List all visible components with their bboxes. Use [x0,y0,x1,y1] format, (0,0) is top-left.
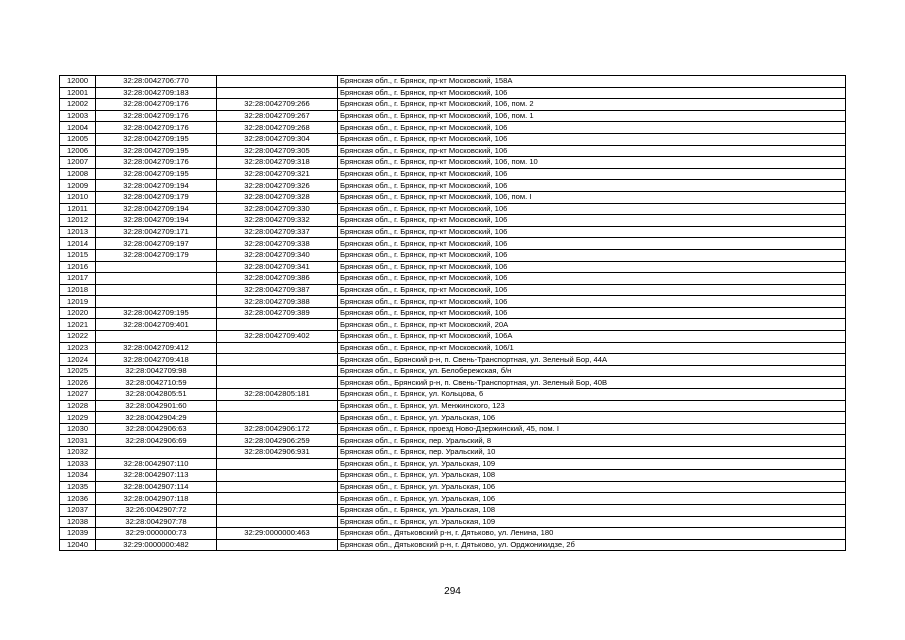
row-number-cell: 12014 [60,238,96,250]
object-cadastral-cell [217,504,338,516]
object-cadastral-cell: 32:28:0042709:318 [217,157,338,169]
object-cadastral-cell: 32:28:0042709:340 [217,249,338,261]
row-number-cell: 12027 [60,389,96,401]
row-number-cell: 12021 [60,319,96,331]
address-cell: Брянская обл., Брянский р-н, п. Свень-Транспортная, ул. Зеленый Бор, 40В [338,377,846,389]
row-number-cell: 12023 [60,342,96,354]
parcel-cadastral-cell: 32:28:0042907:110 [96,458,217,470]
row-number-cell: 12008 [60,168,96,180]
address-cell: Брянская обл., г. Брянск, пер. Уральский, 8 [338,435,846,447]
row-number-cell: 12020 [60,307,96,319]
table-row [60,249,846,261]
table-row [60,539,846,551]
parcel-cadastral-cell: 32:29:0000000:73 [96,528,217,540]
row-number-cell: 12028 [60,400,96,412]
parcel-cadastral-cell: 32:26:0042907:72 [96,504,217,516]
row-number-cell: 12015 [60,249,96,261]
object-cadastral-cell [217,365,338,377]
row-number-cell: 12037 [60,504,96,516]
parcel-cadastral-cell: 32:28:0042709:401 [96,319,217,331]
address-cell: Брянская обл., г. Брянск, ул. Уральская, 106 [338,412,846,424]
address-cell: Брянская обл., г. Брянск, пр-кт Московский, 106 [338,296,846,308]
parcel-cadastral-cell: 32:28:0042709:98 [96,365,217,377]
parcel-cadastral-cell: 32:28:0042709:194 [96,203,217,215]
page-number: 294 [444,586,461,597]
table-row [60,191,846,203]
address-cell: Брянская обл., г. Брянск, ул. Уральская, 109 [338,458,846,470]
parcel-cadastral-cell [96,447,217,459]
address-cell: Брянская обл., Брянский р-н, п. Свень-Транспортная, ул. Зеленый Бор, 44А [338,354,846,366]
row-number-cell: 12016 [60,261,96,273]
table-row [60,284,846,296]
row-number-cell: 12035 [60,481,96,493]
table-row [60,458,846,470]
object-cadastral-cell: 32:28:0042709:388 [217,296,338,308]
table-row [60,226,846,238]
address-cell: Брянская обл., г. Брянск, пр-кт Московский, 106 [338,249,846,261]
address-cell: Брянская обл., г. Брянск, пр-кт Московский, 106, пом. 2 [338,99,846,111]
row-number-cell: 12025 [60,365,96,377]
parcel-cadastral-cell: 32:28:0042709:176 [96,110,217,122]
table-row [60,377,846,389]
parcel-cadastral-cell: 32:28:0042709:418 [96,354,217,366]
object-cadastral-cell: 32:28:0042709:402 [217,331,338,343]
object-cadastral-cell [217,87,338,99]
table-row [60,122,846,134]
address-cell: Брянская обл., г. Брянск, ул. Уральская, 106 [338,481,846,493]
parcel-cadastral-cell: 32:28:0042709:194 [96,215,217,227]
parcel-cadastral-cell [96,331,217,343]
table-row [60,76,846,88]
parcel-cadastral-cell: 32:28:0042907:118 [96,493,217,505]
row-number-cell: 12004 [60,122,96,134]
address-cell: Брянская обл., г. Брянск, пр-кт Московский, 106 [338,133,846,145]
row-number-cell: 12002 [60,99,96,111]
object-cadastral-cell [217,493,338,505]
parcel-cadastral-cell: 32:28:0042709:183 [96,87,217,99]
table-row [60,331,846,343]
parcel-cadastral-cell [96,273,217,285]
row-number-cell: 12009 [60,180,96,192]
parcel-cadastral-cell: 32:28:0042709:412 [96,342,217,354]
parcel-cadastral-cell: 32:28:0042709:195 [96,145,217,157]
address-cell: Брянская обл., г. Брянск, пр-кт Московский, 106 [338,238,846,250]
registry-table [59,75,846,551]
object-cadastral-cell [217,516,338,528]
table-row [60,261,846,273]
object-cadastral-cell: 32:28:0042709:268 [217,122,338,134]
parcel-cadastral-cell: 32:28:0042904:29 [96,412,217,424]
object-cadastral-cell: 32:28:0042805:181 [217,389,338,401]
address-cell: Брянская обл., г. Брянск, пр-кт Московский, 106 [338,203,846,215]
registry-table-body [60,76,846,551]
address-cell: Брянская обл., г. Брянск, пр-кт Московский, 106 [338,145,846,157]
table-row [60,180,846,192]
object-cadastral-cell: 32:28:0042709:267 [217,110,338,122]
parcel-cadastral-cell: 32:28:0042709:176 [96,157,217,169]
object-cadastral-cell [217,458,338,470]
object-cadastral-cell: 32:28:0042906:931 [217,447,338,459]
parcel-cadastral-cell: 32:28:0042907:114 [96,481,217,493]
table-row [60,87,846,99]
object-cadastral-cell [217,342,338,354]
row-number-cell: 12024 [60,354,96,366]
address-cell: Брянская обл., г. Брянск, ул. Уральская, 108 [338,504,846,516]
parcel-cadastral-cell: 32:28:0042706:770 [96,76,217,88]
table-row [60,528,846,540]
object-cadastral-cell: 32:28:0042709:341 [217,261,338,273]
object-cadastral-cell: 32:28:0042709:338 [217,238,338,250]
address-cell: Брянская обл., г. Брянск, пр-кт Московский, 106, пом. 1 [338,110,846,122]
row-number-cell: 12026 [60,377,96,389]
parcel-cadastral-cell [96,284,217,296]
address-cell: Брянская обл., г. Брянск, ул. Уральская, 108 [338,470,846,482]
row-number-cell: 12040 [60,539,96,551]
parcel-cadastral-cell [96,296,217,308]
address-cell: Брянская обл., г. Брянск, ул. Кольцова, 6 [338,389,846,401]
table-row [60,435,846,447]
table-row [60,133,846,145]
parcel-cadastral-cell: 32:28:0042709:197 [96,238,217,250]
table-row [60,354,846,366]
address-cell: Брянская обл., г. Брянск, пр-кт Московский, 106, пом. 10 [338,157,846,169]
address-cell: Брянская обл., г. Брянск, пр-кт Московский, 106 [338,307,846,319]
object-cadastral-cell: 32:28:0042709:337 [217,226,338,238]
address-cell: Брянская обл., г. Брянск, пр-кт Московский, 106 [338,284,846,296]
row-number-cell: 12017 [60,273,96,285]
table-row [60,273,846,285]
object-cadastral-cell: 32:28:0042709:321 [217,168,338,180]
row-number-cell: 12034 [60,470,96,482]
address-cell: Брянская обл., г. Брянск, пр-кт Московский, 106/1 [338,342,846,354]
row-number-cell: 12018 [60,284,96,296]
object-cadastral-cell [217,481,338,493]
address-cell: Брянская обл., г. Брянск, ул. Менжинского, 123 [338,400,846,412]
table-row [60,307,846,319]
row-number-cell: 12036 [60,493,96,505]
row-number-cell: 12033 [60,458,96,470]
address-cell: Брянская обл., г. Брянск, пр-кт Московский, 106А [338,331,846,343]
parcel-cadastral-cell: 32:28:0042709:195 [96,307,217,319]
object-cadastral-cell: 32:28:0042709:332 [217,215,338,227]
parcel-cadastral-cell: 32:28:0042906:69 [96,435,217,447]
parcel-cadastral-cell: 32:29:0000000:482 [96,539,217,551]
table-row [60,447,846,459]
row-number-cell: 12006 [60,145,96,157]
parcel-cadastral-cell: 32:28:0042901:60 [96,400,217,412]
address-cell: Брянская обл., г. Брянск, пр-кт Московский, 106 [338,226,846,238]
parcel-cadastral-cell: 32:28:0042709:171 [96,226,217,238]
row-number-cell: 12029 [60,412,96,424]
table-row [60,342,846,354]
object-cadastral-cell: 32:28:0042709:386 [217,273,338,285]
table-row [60,157,846,169]
object-cadastral-cell: 32:28:0042906:172 [217,423,338,435]
table-row [60,145,846,157]
address-cell: Брянская обл., г. Брянск, ул. Белобережская, б/н [338,365,846,377]
object-cadastral-cell: 32:28:0042709:326 [217,180,338,192]
parcel-cadastral-cell: 32:28:0042709:194 [96,180,217,192]
address-cell: Брянская обл., г. Брянск, пр-кт Московский, 106 [338,87,846,99]
address-cell: Брянская обл., г. Брянск, пр-кт Московский, 158А [338,76,846,88]
row-number-cell: 12000 [60,76,96,88]
row-number-cell: 12039 [60,528,96,540]
object-cadastral-cell: 32:28:0042709:330 [217,203,338,215]
table-row [60,504,846,516]
table-row [60,481,846,493]
parcel-cadastral-cell: 32:28:0042907:78 [96,516,217,528]
address-cell: Брянская обл., г. Брянск, пр-кт Московский, 20А [338,319,846,331]
table-row [60,215,846,227]
row-number-cell: 12019 [60,296,96,308]
object-cadastral-cell: 32:28:0042709:304 [217,133,338,145]
table-row [60,493,846,505]
row-number-cell: 12010 [60,191,96,203]
object-cadastral-cell: 32:29:0000000:463 [217,528,338,540]
address-cell: Брянская обл., г. Брянск, пр-кт Московский, 106 [338,215,846,227]
row-number-cell: 12007 [60,157,96,169]
address-cell: Брянская обл., Дятьковский р-н, г. Дятьково, ул. Ленина, 180 [338,528,846,540]
parcel-cadastral-cell: 32:28:0042907:113 [96,470,217,482]
address-cell: Брянская обл., г. Брянск, пр-кт Московский, 106 [338,180,846,192]
parcel-cadastral-cell: 32:28:0042709:176 [96,99,217,111]
address-cell: Брянская обл., г. Брянск, пр-кт Московский, 106 [338,273,846,285]
table-row [60,516,846,528]
row-number-cell: 12038 [60,516,96,528]
object-cadastral-cell: 32:28:0042709:387 [217,284,338,296]
object-cadastral-cell [217,76,338,88]
parcel-cadastral-cell: 32:28:0042710:59 [96,377,217,389]
object-cadastral-cell [217,354,338,366]
row-number-cell: 12013 [60,226,96,238]
table-row [60,423,846,435]
table-row [60,319,846,331]
parcel-cadastral-cell: 32:28:0042709:195 [96,133,217,145]
row-number-cell: 12005 [60,133,96,145]
row-number-cell: 12030 [60,423,96,435]
parcel-cadastral-cell: 32:28:0042709:195 [96,168,217,180]
address-cell: Брянская обл., г. Брянск, пр-кт Московский, 106 [338,168,846,180]
address-cell: Брянская обл., г. Брянск, ул. Уральская, 109 [338,516,846,528]
table-row [60,365,846,377]
object-cadastral-cell [217,400,338,412]
object-cadastral-cell [217,539,338,551]
table-row [60,389,846,401]
object-cadastral-cell [217,377,338,389]
table-row [60,99,846,111]
row-number-cell: 12003 [60,110,96,122]
table-row [60,296,846,308]
parcel-cadastral-cell: 32:28:0042805:51 [96,389,217,401]
parcel-cadastral-cell: 32:28:0042906:63 [96,423,217,435]
address-cell: Брянская обл., г. Брянск, пер. Уральский, 10 [338,447,846,459]
parcel-cadastral-cell: 32:28:0042709:179 [96,191,217,203]
row-number-cell: 12032 [60,447,96,459]
address-cell: Брянская обл., г. Брянск, пр-кт Московский, 106 [338,261,846,273]
address-cell: Брянская обл., Дятьковский р-н, г. Дятьково, ул. Орджоникидзе, 2б [338,539,846,551]
table-row [60,110,846,122]
row-number-cell: 12001 [60,87,96,99]
parcel-cadastral-cell: 32:28:0042709:179 [96,249,217,261]
object-cadastral-cell: 32:28:0042709:305 [217,145,338,157]
address-cell: Брянская обл., г. Брянск, проезд Ново-Дзержинский, 45, пом. I [338,423,846,435]
address-cell: Брянская обл., г. Брянск, пр-кт Московский, 106, пом. I [338,191,846,203]
row-number-cell: 12012 [60,215,96,227]
address-cell: Брянская обл., г. Брянск, пр-кт Московский, 106 [338,122,846,134]
parcel-cadastral-cell: 32:28:0042709:176 [96,122,217,134]
object-cadastral-cell: 32:28:0042709:389 [217,307,338,319]
table-row [60,412,846,424]
table-row [60,400,846,412]
table-row [60,238,846,250]
row-number-cell: 12011 [60,203,96,215]
object-cadastral-cell [217,319,338,331]
parcel-cadastral-cell [96,261,217,273]
table-row [60,470,846,482]
row-number-cell: 12031 [60,435,96,447]
object-cadastral-cell [217,412,338,424]
table-row [60,168,846,180]
object-cadastral-cell [217,470,338,482]
object-cadastral-cell: 32:28:0042709:266 [217,99,338,111]
row-number-cell: 12022 [60,331,96,343]
object-cadastral-cell: 32:28:0042709:328 [217,191,338,203]
address-cell: Брянская обл., г. Брянск, ул. Уральская, 106 [338,493,846,505]
object-cadastral-cell: 32:28:0042906:259 [217,435,338,447]
table-row [60,203,846,215]
